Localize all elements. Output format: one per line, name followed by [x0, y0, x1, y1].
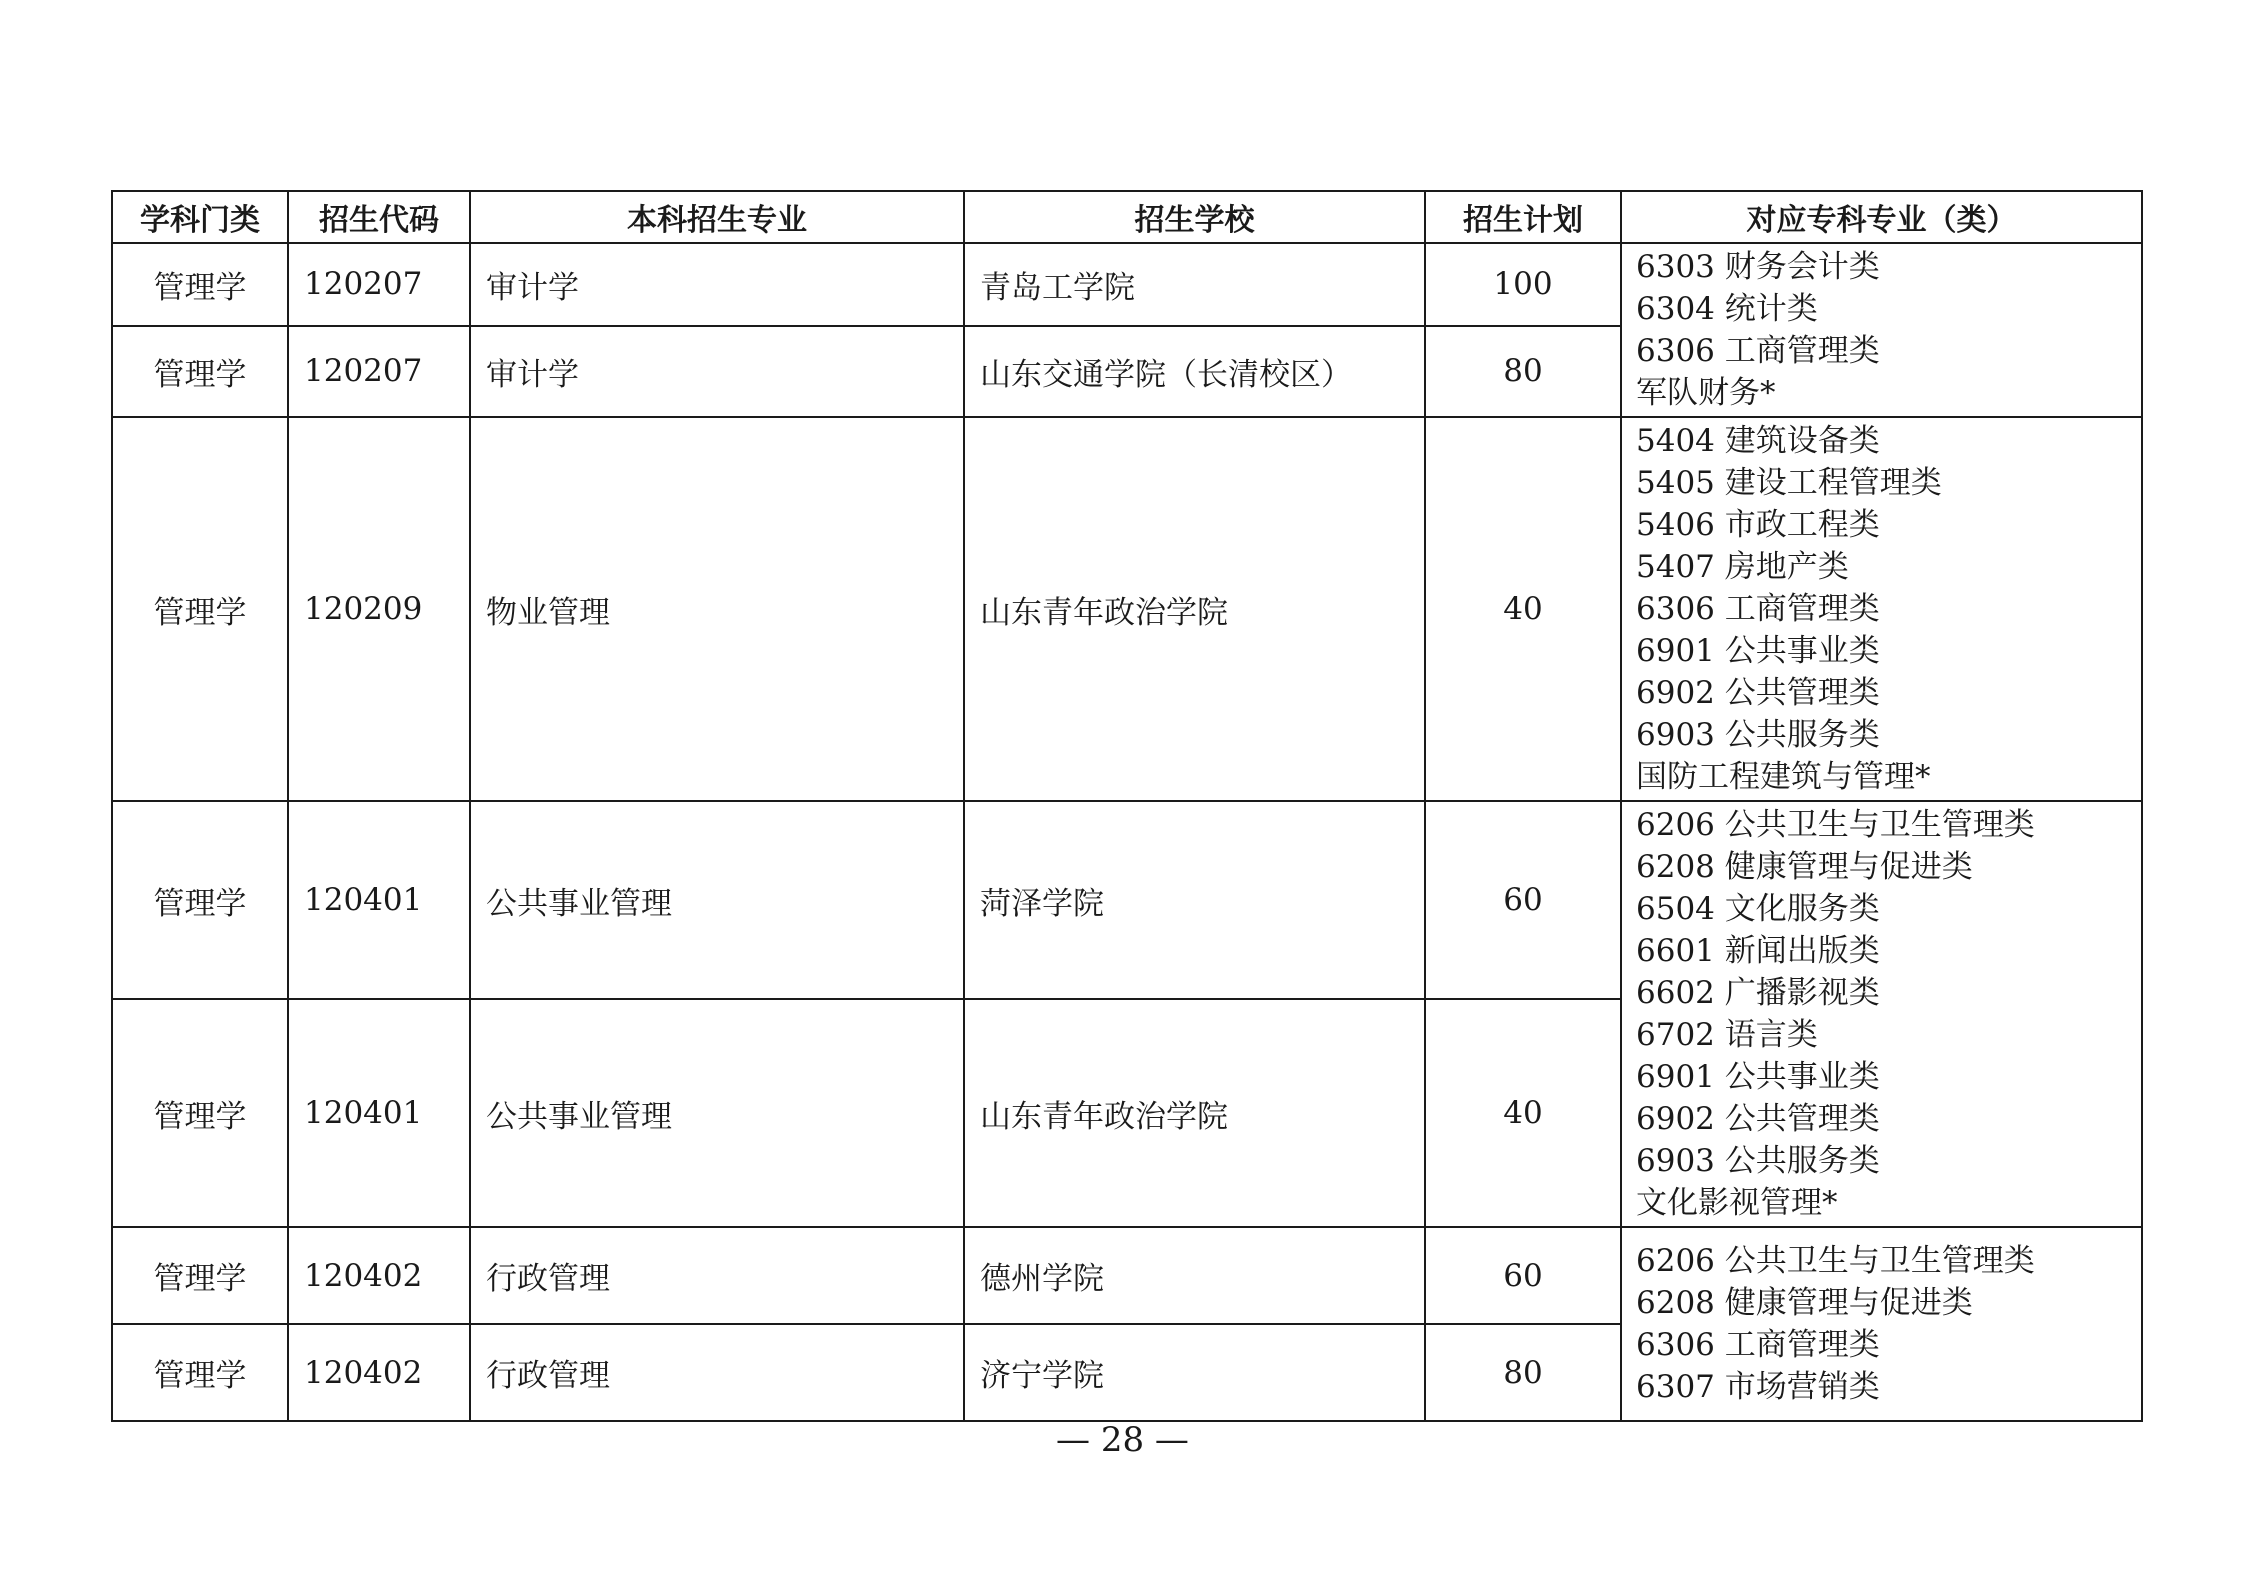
related-major-item: 6208 健康管理与促进类 [1636, 849, 1973, 885]
table-row [112, 1227, 2142, 1324]
cell-plan: 100 [1425, 243, 1621, 326]
cell-code: 120401 [288, 999, 470, 1227]
related-major-item: 6304 统计类 [1636, 291, 1818, 327]
table-row [112, 417, 2142, 801]
cell-major: 行政管理 [470, 1324, 964, 1421]
related-major-item: 6601 新闻出版类 [1636, 933, 1880, 969]
cell-category: 管理学 [112, 1227, 288, 1324]
related-major-item: 6206 公共卫生与卫生管理类 [1636, 807, 2035, 843]
cell-school: 济宁学院 [964, 1324, 1425, 1421]
related-major-item: 6902 公共管理类 [1636, 675, 1880, 711]
related-major-item: 军队财务* [1636, 375, 1776, 411]
cell-category: 管理学 [112, 801, 288, 999]
related-major-item: 6901 公共事业类 [1636, 633, 1880, 669]
cell-code: 120207 [288, 243, 470, 326]
cell-school: 山东青年政治学院 [964, 999, 1425, 1227]
header-category: 学科门类 [112, 191, 288, 243]
table-row [112, 243, 2142, 326]
cell-category: 管理学 [112, 326, 288, 417]
related-major-item: 6206 公共卫生与卫生管理类 [1636, 1243, 2035, 1279]
related-major-item: 5406 市政工程类 [1636, 507, 1880, 543]
related-major-item: 文化影视管理* [1636, 1185, 1838, 1221]
related-major-item: 6903 公共服务类 [1636, 717, 1880, 753]
header-plan: 招生计划 [1425, 191, 1621, 243]
cell-major: 公共事业管理 [470, 999, 964, 1227]
cell-major: 行政管理 [470, 1227, 964, 1324]
related-major-item: 6306 工商管理类 [1636, 1327, 1880, 1363]
related-major-item: 6306 工商管理类 [1636, 591, 1880, 627]
related-major-item: 6303 财务会计类 [1636, 249, 1880, 285]
cell-school: 德州学院 [964, 1227, 1425, 1324]
cell-category: 管理学 [112, 417, 288, 801]
cell-code: 120402 [288, 1324, 470, 1421]
enrollment-table [111, 190, 2143, 1422]
related-major-item: 5407 房地产类 [1636, 549, 1849, 585]
cell-category: 管理学 [112, 1324, 288, 1421]
header-related-majors: 对应专科专业（类） [1621, 191, 2142, 243]
related-major-item: 5404 建筑设备类 [1636, 423, 1880, 459]
related-major-item: 6702 语言类 [1636, 1017, 1818, 1053]
cell-school: 菏泽学院 [964, 801, 1425, 999]
related-major-item: 6901 公共事业类 [1636, 1059, 1880, 1095]
cell-related-majors [1621, 801, 2142, 1227]
related-major-item: 6307 市场营销类 [1636, 1369, 1880, 1405]
cell-code: 120209 [288, 417, 470, 801]
related-major-item: 6903 公共服务类 [1636, 1143, 1880, 1179]
cell-code: 120401 [288, 801, 470, 999]
cell-school: 青岛工学院 [964, 243, 1425, 326]
cell-plan: 80 [1425, 326, 1621, 417]
cell-plan: 80 [1425, 1324, 1621, 1421]
cell-plan: 60 [1425, 1227, 1621, 1324]
cell-category: 管理学 [112, 243, 288, 326]
cell-major: 物业管理 [470, 417, 964, 801]
header-school: 招生学校 [964, 191, 1425, 243]
cell-code: 120402 [288, 1227, 470, 1324]
cell-related-majors [1621, 417, 2142, 801]
cell-related-majors [1621, 243, 2142, 417]
related-major-item: 6602 广播影视类 [1636, 975, 1880, 1011]
header-major: 本科招生专业 [470, 191, 964, 243]
related-major-item: 6902 公共管理类 [1636, 1101, 1880, 1137]
related-major-item: 6504 文化服务类 [1636, 891, 1880, 927]
related-major-item: 6208 健康管理与促进类 [1636, 1285, 1973, 1321]
cell-related-majors [1621, 1227, 2142, 1421]
cell-major: 审计学 [470, 326, 964, 417]
cell-major: 公共事业管理 [470, 801, 964, 999]
cell-school: 山东交通学院（长清校区） [964, 326, 1425, 417]
related-major-item: 6306 工商管理类 [1636, 333, 1880, 369]
cell-plan: 40 [1425, 417, 1621, 801]
page-number: — 28 — [1056, 1420, 1189, 1460]
related-major-item: 5405 建设工程管理类 [1636, 465, 1942, 501]
cell-code: 120207 [288, 326, 470, 417]
table-row [112, 801, 2142, 999]
cell-plan: 60 [1425, 801, 1621, 999]
header-row [112, 191, 2142, 243]
cell-plan: 40 [1425, 999, 1621, 1227]
cell-school: 山东青年政治学院 [964, 417, 1425, 801]
cell-category: 管理学 [112, 999, 288, 1227]
header-code: 招生代码 [288, 191, 470, 243]
cell-major: 审计学 [470, 243, 964, 326]
related-major-item: 国防工程建筑与管理* [1636, 759, 1931, 795]
